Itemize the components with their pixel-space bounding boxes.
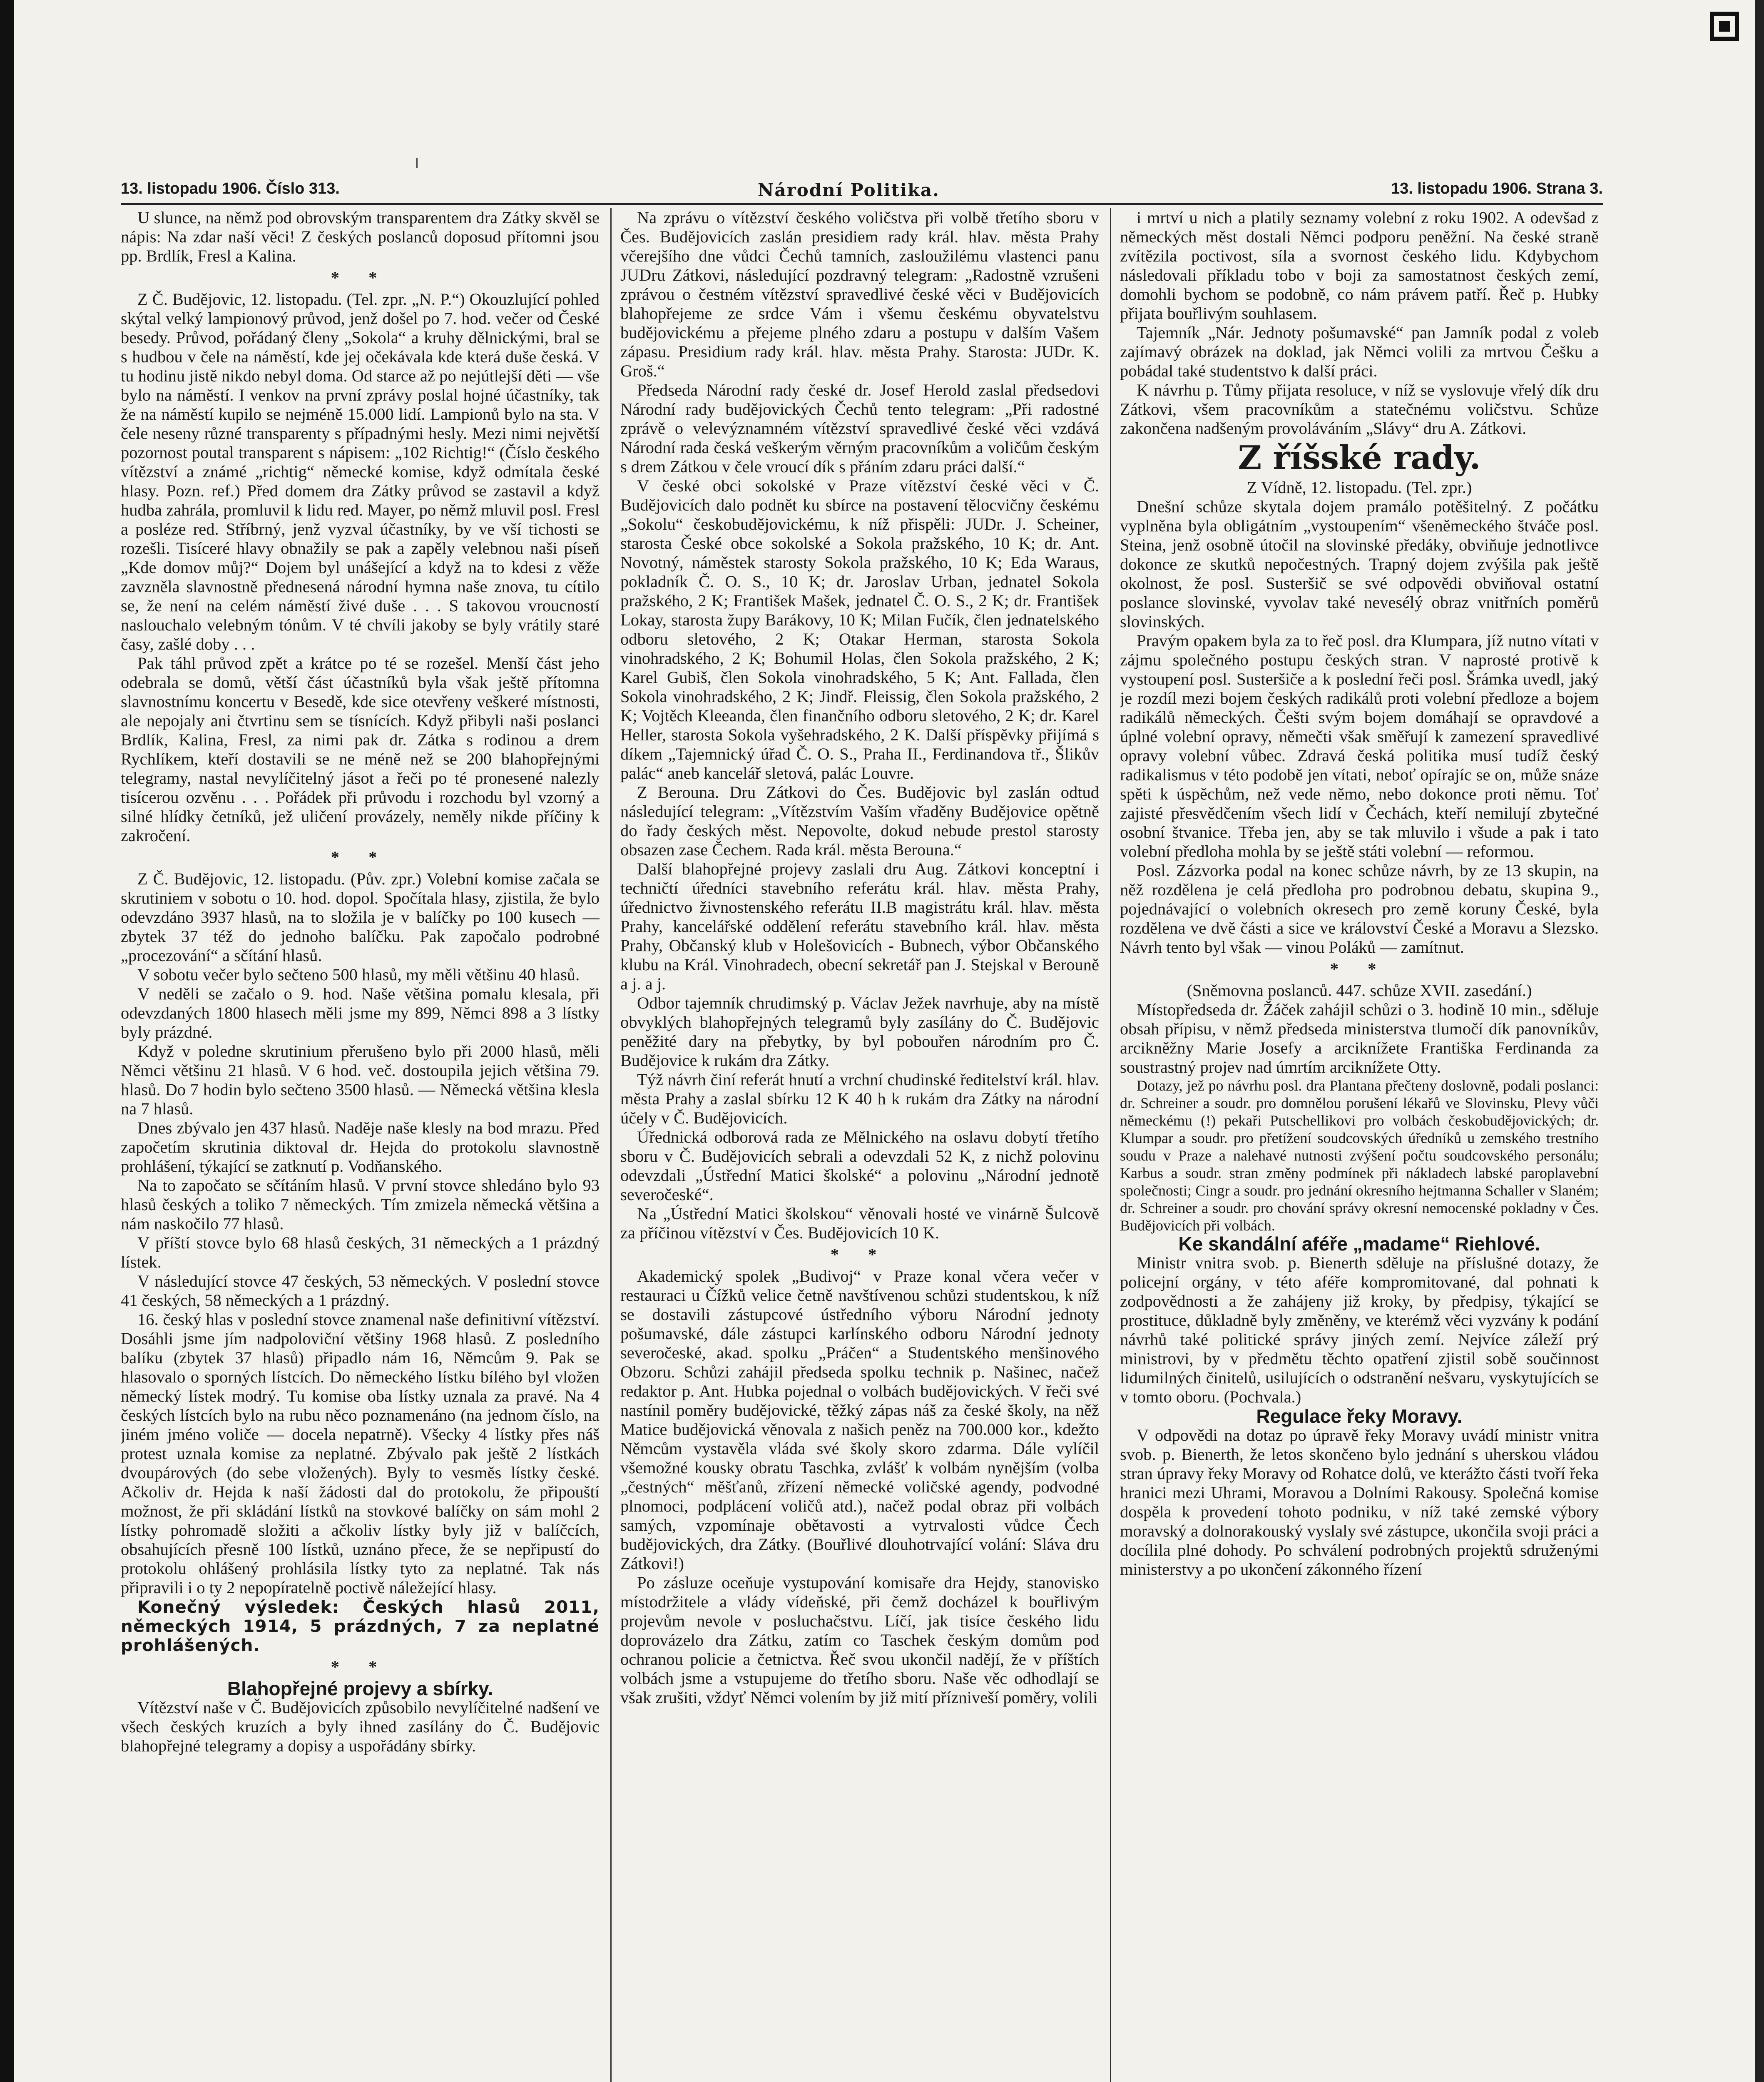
paragraph: Po zásluze oceňuje vystupování komisaře dra Hejdy, stanovisko místodržitele a vlády vídeňské, při čemž docházel k bouřlivým projevům nevole v posluchačstvu. Líčí, jak tisíce českého lidu doprovázelo dra Zátku, zatím co Taschek českým domům pod ochranou policie a četnictva. Řeč svou ukončil nadějí, že v příštích volbách jsme a vstupujeme do třetího sboru. Naše věc odhodlají se však zrušiti, vždyť Němci volením by již mití přízniveší poměry, volili <box>620 1573 1099 1707</box>
paragraph: V následující stovce 47 českých, 53 německých. V poslední stovce 41 českých, 58 německých a 1 prázdný. <box>121 1272 600 1310</box>
paragraph: V sobotu večer bylo sečteno 500 hlasů, my měli většinu 40 hlasů. <box>137 965 580 984</box>
paragraph: Pravým opakem byla za to řeč posl. dra Klumpara, jíž nutno vítati v zájmu společného postupu českých stran. V naprosté protivě k vystoupení posl. Susteršiče a k poslední řeči posl. Šrámka uvedl, jaký je rozdíl mezi bojem českých radikálů proti volební předloze a bojem radikálů německých. Češti svým bojem domáhají se opravdové a úplné volební opravy, němečti však směřují k zamezení spravedlivé opravy volební vůbec. Zdravá česká politika musí tudíž český radikalismus v této podobě jen vítati, neboť opírajíc se on, může snáze spěti k úspěchům, než vede němo, nebo dokonce proti němu. Toť zajisté přesvědčením všech lidí v Čechách, kteří nemilují zbytečné osobní štvanice. Třeba jen, aby se tak mluvilo i všude a pak i tato volební předloha mohla by se ještě státi volební — reformou. <box>1120 631 1599 861</box>
column-1 <box>121 208 600 2082</box>
paragraph: Místopředseda dr. Žáček zahájil schůzi o 3. hodině 10 min., sděluje obsah přípisu, v němž předseda ministerstva tlumočí dík panovníkův, arcikněžny Marie Josefy a arciknížete Františka Ferdinanda za soustrastný projev nad úmrtím arciknížete Otty. <box>1120 1000 1599 1076</box>
column-rule-1 <box>610 208 612 2082</box>
paragraph: Tajemník „Nár. Jednoty pošumavské“ pan Jamník podal z voleb zajímavý obrázek na doklad, jak Němci volili za mrtvou Češku a pobádal také studentstvo k další práci. <box>1120 323 1599 380</box>
section-separator: * * <box>331 1657 390 1676</box>
paragraph: Pak táhl průvod zpět a krátce po té se rozešel. Menší část jeho odebrala se domů, větší část účastníků byla však ještě přítomna slavnostnímu koncertu v Besedě, kde sice otevřeny veškeré místnosti, ale nepojaly ani čtvrtinu sem se tísnících. Když přibyli naši poslanci Brdlík, Kalina, Fresl, za nimi pak dr. Zátka s rodinou a drem Rychlíkem, kteří dostavili se ne méně než se 200 blahopřejnými telegramy, nastal nevylíčitelný jásot a řeči po té pronesené nalezly tisícerou ozvěnu . . . Pořádek při průvodu i rozchodu byl vzorný a silné hlídky četníků, jež uličení provázely, neměly nikde příčiny k zakročení. <box>121 654 600 845</box>
paragraph: Když v poledne skrutinium přerušeno bylo při 2000 hlasů, měli Němci většinu 21 hlasů. V 6 hod. več. dostoupila jejich většina 79. hlasů. Do 7 hodin bylo sečteno 3500 hlasů. — Německá většina klesla na 7 hlasů. <box>121 1042 600 1118</box>
paragraph: Další blahopřejné projevy zaslali dru Aug. Zátkovi konceptní i techničtí úředníci stavebního referátu král. hlav. města Prahy, úřednictvo živnostenského referátu II.B magistrátu král. hlav. města Prahy, kancelářské oddělení referátu stavebního král. hlav. města Prahy, Občanský klub v Holešovicích - Bubnech, výbor Občanského klubu na Král. Vinohradech, obecní sekretář pan J. Stejskal v Berouně a j. a j. <box>620 859 1099 993</box>
paragraph: Dnes zbývalo jen 437 hlasů. Naděje naše klesly na bod mrazu. Před započetím skrutinia diktoval dr. Hejda do protokolu slavnostně prohlášení, týkající se zatknutí p. Vodňanského. <box>121 1118 600 1175</box>
section-separator: * * <box>331 848 390 867</box>
paragraph: i mrtví u nich a platily seznamy volební z roku 1902. A odevšad z německých měst dostali Němci podporu peněžní. Na české straně zvítězila poctivost, síla a svornost českého lidu. Kdybychom následovali příkladu tobo v boji za samostatnost českých zemí, domohli bychom se podobně, co nám právem patří. Řeč p. Hubky přijata bouřlivým souhlasem. <box>1120 208 1599 323</box>
header-date-page: 13. listopadu 1906. Strana 3. <box>1391 180 1603 197</box>
registration-mark-icon <box>1710 12 1739 41</box>
column-rule-2 <box>1110 208 1111 2082</box>
header-date-issue: 13. listopadu 1906. Číslo 313. <box>121 180 340 197</box>
article-budivoj-meeting: Akademický spolek „Budivoj“ v Praze konal včera večer v restauraci u Čížků velice četně navštívenou schůzi studentskou, k níž se dostavili zástupcové ústředního výboru Národní jednoty pošumavské, dále zástupci karlínského odboru Národní jednoty severočeské, akad. spolku „Práčen“ a Studentského menšinového Obzoru. Schůzi zahájil předseda spolku technik p. Našinec, načež redaktor p. Ant. Hubka pojednal o volbách budějovických. V řeči své nastínil poměry budějovické, těžký zápas náš za české školy, na něž Matice budějovická věnovala z našich peněz na 700.000 kor., kdežto Němcům vystavěla vláda své školy skoro zdarma. Dále vylíčil všemožné kousky obratu Taschka, zvlášť k volbám nynějším (volba „čestných“ měšťanů, zřízení německé voličské agendy, podvodné plnomoci, podplácení voličů atd.), načež podal obraz při volbách samých, vzpomínaje obětavosti a vytrvalosti vůdce Čech budějovických, dra Zátky. (Bouřlivé dlouhotrvající volání: Sláva dru Zátkovi!) <box>620 1267 1099 1573</box>
paragraph-sokol-collection: V české obci sokolské v Praze vítězství české věci v Č. Budějovicích dalo podnět ku sbírce na postavení tělocvičny českému „Sokolu“ českobudějovickému, k níž přispěli: JUDr. J. Scheiner, starosta České obce sokolské a Sokola pražského, 10 K; dr. Ant. Novotný, náměstek starosty Sokola pražského, 10 K; Eda Waraus, pokladník Č. O. S., 10 K; dr. Jaroslav Urban, jednatel Sokola pražského, 2 K; František Mašek, jednatel Č. O. S., 2 K; dr. František Lokay, starosta župy Barákovy, 10 K; Milan Fučík, člen jednatelského odboru sletového, 2 K; Otakar Herman, starosta Sokola vinohradského, 2 K; Bohumil Holas, člen Sokola pražského, 2 K; Karel Gubiš, člen Sokola vinohradského, 5 K; Ant. Fallada, člen Sokola vinohradského, 2 K; Jindř. Fleissig, člen Sokola pražského, 2 K; Vojtěch Kleeanda, člen finančního odboru sletového, 2 K; dr. Karel Heller, starosta Sokola vyšehradského, 2 K. Další příspěvky přijímá s díkem „Tajemnický úřad Č. O. S., Praha II., Ferdinandova tř., Šlikův palác“ aneb kancelář sletová, palác Louvre. <box>620 476 1099 782</box>
section-heading-congratulations: Blahopřejné projevy a sbírky. <box>227 1678 493 1699</box>
scan-right-edge <box>1755 0 1764 2082</box>
paragraph: Dnešní schůze skytala dojem pramálo potěšitelný. Z počátku vyplněna byla obligátním „vystoupením“ všeněmeckého štváče posl. Steina, jenž osobně útočil na slovinské předáky, obviňuje jednotlivce dokonce ze skutků nepočestných. Trapný dojem zvýšila pak ještě okolnost, že posl. Susteršič se své odpovědi obviňoval ostatní poslance slovinské, vyvolav také nevesélý obraz vnitřních poměrů slovinských. <box>1120 497 1599 631</box>
paragraph: V odpovědi na dotaz po úpravě řeky Moravy uvádí ministr vnitra svob. p. Bienerth, že letos skončeno bylo jednání s uherskou vládou stran úpravy řeky Moravy od Rohatce dolů, ve kterážto části tvoří řeka hranici mezi Uhrami, Moravou a Dolními Rakousy. Společná komise dospěla k provedení tohoto podniku, v níž také zemské výbory moravský a dolnorakouský vyslaly své zástupce, ukončila svoji práci a docílila plné dohody. Po schválení podrobných projektů sdruženými ministerstvy a po ukončení zákonného řízení <box>1120 1426 1599 1579</box>
paragraph: Na „Ústřední Matici školskou“ věnovali hosté ve vinárně Šulcově za příčinou vítězství v Čes. Budějovicích 10 K. <box>620 1204 1099 1242</box>
section-separator: * * <box>1330 959 1389 978</box>
paragraph: K návrhu p. Tůmy přijata resoluce, v níž se vyslovuje vřelý dík dru Zátkovi, všem pracovníkům a statečnému voličstvu. Schůze zakončena nadšeným provoláváním „Slávy“ dru A. Zátkovi. <box>1120 381 1599 438</box>
paragraph: Posl. Zázvorka podal na konec schůze návrh, by ze 13 skupin, na něž rozdělena je celá předloha pro podrobnou debatu, skupina 9., pojednávající o volebních okresech pro země koruny České, byla rozdělena ve dvě části a sice ve království České a Moravu a Slezsko. Návrh tento byl však — vinou Poláků — zamítnut. <box>1120 861 1599 956</box>
final-result: Konečný výsledek: Českých hlasů 2011, německých 1914, 5 prázdných, 7 za neplatné prohlášených. <box>121 1597 600 1655</box>
section-separator: * * <box>331 268 390 287</box>
paragraph: V neděli se začalo o 9. hod. Naše většina pomalu klesala, při odevzdaných 1800 hlasech měli jsme my 899, Němci 898 a 3 lístky byly prázdné. <box>121 984 600 1041</box>
paragraph: Ministr vnitra svob. p. Bienerth sděluje na příslušné dotazy, že policejní orgány, v této aféře kompromitované, dal pohnati k zodpovědnosti a že zahájeny již kroky, by předpisy, týkající se prostituce, důkladně byly změněny, ve kterémž věci vyzvány k podání návrhů také politické správy jiných zemí. Nejvíce záleží prý ministrovi, by v předmětu těchto opatření zjistil sobě součinnost lidumilných činitelů, usilujících o odstranění nešvaru, vyskytujících se v tomto oboru. (Pochvala.) <box>1120 1253 1599 1406</box>
paragraph: Úřednická odborová rada ze Mělnického na oslavu dobytí třetího sboru v Č. Budějovicích sebrali a odevzdali 52 K, z nichž polovinu odevzdali „Ústřední Matici školské“ a polovinu „Národní jednotě severočeské“. <box>620 1128 1099 1204</box>
column-2 <box>620 208 1099 2082</box>
section-heading-reichsrat: Z říšské rady. <box>1238 439 1481 477</box>
paragraph: 16. český hlas v poslední stovce znamenal naše definitivní vítězství. Dosáhli jsme jím nadpoloviční většiny 1968 hlasů. Z posledního balíku (zbytek 37 hlasů) připadlo nám 16, Němcům 9. Pak se hlasovalo o sporných lístcích. Do německého lístku bílého byl vložen německý lístek modrý. Tu komise oba lístky uznala za pravé. Na 4 českých lístcích bylo na rubu něco poznamenáno (na jednom číslo, na jiném jméno voliče — docela nepatrně). Všecky 4 lístky přes náš protest uznala komise za neplatné. Zbývalo pak ještě 2 lístkách dvoupárových (do sebe vložených). Byly to vesměs lístky české. Ačkoliv dr. Hejda k naší žádosti dal do protokolu, že připouští možnost, že při skládání lístků na stovkové balíčky on sám mohl 2 lístky pohromadě složiti a ačkoliv lístky byly již v balíčcích, obsahujících přesně 100 lístků, uznáno přece, že se nepřipustí do protokolu ohlášený prohlásila lístky tyto za neplatné. Tak nás připravili i o ty 2 nepopíratelně poctivě náležející hlasy. <box>121 1310 600 1597</box>
session-heading: (Sněmovna poslanců. 447. schůze XVII. zasedání.) <box>1187 981 1532 1000</box>
page-header <box>121 180 1603 205</box>
paragraph: U slunce, na němž pod obrovským transparentem dra Zátky skvěl se nápis: Na zdar naší věci! Z českých poslanců doposud přítomni jsou pp. Brdlík, Fresl a Kalina. <box>121 208 600 265</box>
paragraph: V příští stovce bylo 68 hlasů českých, 31 německých a 1 prázdný lístek. <box>121 1233 600 1271</box>
column-3 <box>1120 208 1599 2082</box>
paragraph: Vítězství naše v Č. Budějovicích způsobilo nevylíčitelné nadšení ve všech českých kruzích a byly ihned zasílány do Č. Budějovic blahopřejné telegramy a dopisy a uspořádány sbírky. <box>121 1698 600 1755</box>
paragraph: Týž návrh činí referát hnutí a vrchní chudinské ředitelství král. hlav. města Prahy a zaslal sbírku 12 K 40 h k rukám dra Zátky na národní účely v Č. Budějovicích. <box>620 1070 1099 1127</box>
paragraph: Z Berouna. Dru Zátkovi do Čes. Budějovic byl zaslán odtud následující telegram: „Vítězstvím Vaším vřaděny Budějovice opětně do řady českých měst. Nepovolte, dokud nebude prestol starosty obsazen zase Čechem. Rada král. města Berouna.“ <box>620 783 1099 859</box>
paragraph-interpellations: Dotazy, jež po návrhu posl. dra Plantana přečteny doslovně, podali poslanci: dr. Schreiner a soudr. pro domnělou porušení lékařů ve Slovinsku, Plevy vůči německému (!) pekaři Putschellikovi pro volbách českobudějovických; dr. Klumpar a soudr. pro přetížení soudcovských úředníků u zemského trestního soudu v Praze a nalehavé nutnosti zvýšení počtu soudcovského personálu; Karbus a soudr. stran změny podmínek při nákladech labské paroplavební společnosti; Cingr a soudr. pro jednání okresního hejtmanna Schaller v Slaném; dr. Schreiner a soudr. pro chování správy okresní nemocenské pokladny v Čes. Budějovicích při volbách. <box>1120 1077 1599 1234</box>
header-rule <box>121 203 1603 205</box>
scan-left-edge <box>0 0 14 2082</box>
article-budejovice-scrutiny: Z Č. Budějovic, 12. listopadu. (Pův. zpr.) Volební komise začala se skrutiniem v sobotu o 10. hod. dopol. Spočítala hlasy, zjistila, že bylo odevzdáno 3937 hlasů, na to složila je v balíčky po 100 kusech — zbytek 37 též do jednoho balíčku. Pak započalo podrobné „procezování“ a sčítání hlasů. <box>121 869 600 965</box>
paragraph: Na zprávu o vítězství českého voličstva při volbě třetího sboru v Čes. Budějovicích zaslán presidiem rady král. hlav. města Prahy včerejšího dne vůdci Čechů tamních, zasloužilému vlastenci panu JUDru Zátkovi, následující pozdravný telegram: „Radostně vzrušeni zprávou o čestném vítězství spravedlivé české věci v Budějovicích blahopřejeme ze srdce Vám i všemu českému obyvatelstvu budějovickému a přejeme plného zdaru a postupu v dalším Vašem zápasu. Presidium rady král. hlav. města Prahy. Starosta: JUDr. K. Groš.“ <box>620 208 1099 380</box>
article-budejovice-procession: Z Č. Budějovic, 12. listopadu. (Tel. zpr. „N. P.“) Okouzlující pohled skýtal velký lampionový průvod, jenž došel po 7. hod. večer od České besedy. Průvod, pořádaný členy „Sokola“ a kruhy dělnickými, bral se s hudbou v čele na náměstí, kde jej očekávala kde která duše česká. V tu hodinu jistě nikdo nebyl doma. Od starce až po nejútlejší děti — vše bylo na náměstí. I venkov na první zprávy poslal hojné účastníky, tak že na náměstí kupilo se nejméně 15.000 lidí. Lampionů bylo na sta. V čele neseny různé transparenty s případnými hesly. Mezi nimi největší pozornost poutal transparent s nápisem: „102 Richtig!“ (Číslo českého vítězství a známé „richtig“ německé komise, když odmítala české hlasy. Pozn. ref.) Před domem dra Zátky průvod se zastavil a když hudba zahrála, promluvil k lidu red. Mayer, po němž mluvil posl. Fresl a posléze red. Stříbrný, jenž vyzval účastníky, by ve vší tichosti se rozešli. Tisíceré hlavy obnažily se pak a zapěly velebnou naši píseň „Kde domov můj?“ Dojem byl unášející a když na to kdesi z věže zavzněla slavnostně přednesená národní hymna naše znova, tu cítilo se, že není na celém náměstí živé duše . . . S takovou vroucností naslouchalo velebným tónům. V té chvíli jakoby se byly vrátily staré časy, zašlé doby . . . <box>121 290 600 653</box>
paragraph: Předseda Národní rady české dr. Josef Herold zaslal předsedovi Národní rady budějovických Čechů tento telegram: „Při radostné zprávě o velevýznamném vítězství spravedlivé české věci vzdává Národní rada česká veškerým věrným pracovníkům a voličům českým s drem Zátkou v čele vroucí dík s přáním zdaru práci další.“ <box>620 381 1099 476</box>
masthead-title: Národní Politika. <box>758 180 940 200</box>
section-heading-riehl-affair: Ke skandální aféře „madame“ Riehlové. <box>1178 1233 1540 1255</box>
margin-tick <box>416 158 418 168</box>
section-heading-morava-regulation: Regulace řeky Moravy. <box>1256 1405 1463 1427</box>
paragraph: Na to započato se sčítáním hlasů. V první stovce shledáno bylo 93 hlasů českých a toliko 7 německých. Tím zmizela německá většina a nám naskočilo 77 hlasů. <box>121 1176 600 1233</box>
section-separator: * * <box>830 1245 889 1264</box>
dateline-vienna: Z Vídně, 12. listopadu. (Tel. zpr.) <box>1246 478 1472 497</box>
paragraph: Odbor tajemník chrudimský p. Václav Ježek navrhuje, aby na místě obvyklých blahopřejných telegramů byly zasílány do Č. Budějovic peněžité dary na přebytky, by byl pobouřen národním pro Č. Budějovice k rukám dra Zátky. <box>620 994 1099 1070</box>
